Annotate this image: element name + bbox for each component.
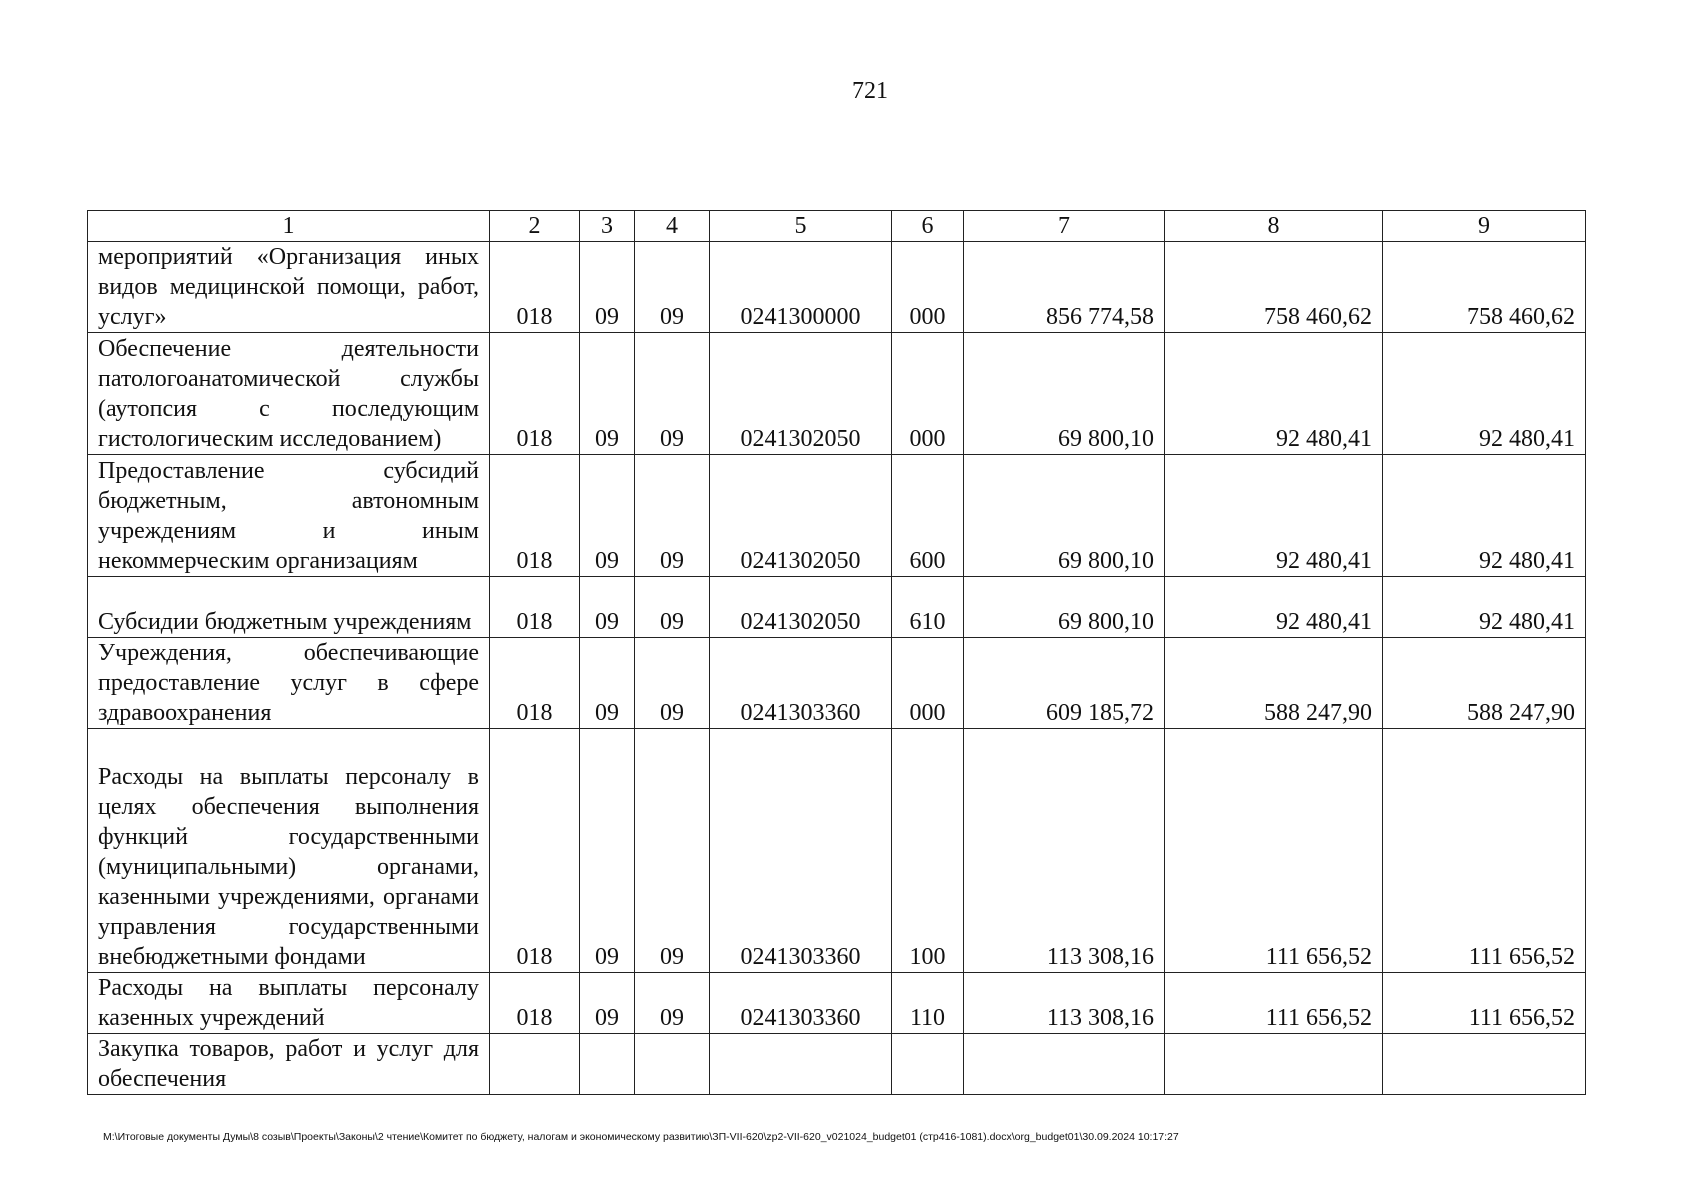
row-description: Учреждения, обеспечивающие предоставление услуг в сфере здравоохранения	[88, 638, 490, 729]
table-row	[88, 973, 1586, 1034]
table-row	[88, 455, 1586, 577]
cell-col6: 100	[892, 729, 964, 973]
cell-col9: 92 480,41	[1383, 333, 1586, 455]
page-number: 721	[852, 78, 888, 104]
cell-col5: 0241302050	[710, 577, 892, 638]
cell-col4	[635, 1034, 710, 1095]
cell-col2: 018	[490, 242, 580, 333]
column-header: 9	[1383, 211, 1586, 242]
cell-col5: 0241303360	[710, 638, 892, 729]
cell-col5: 0241302050	[710, 455, 892, 577]
cell-col8: 111 656,52	[1165, 729, 1383, 973]
cell-col3: 09	[580, 973, 635, 1034]
column-header: 4	[635, 211, 710, 242]
column-header: 5	[710, 211, 892, 242]
cell-col7: 113 308,16	[964, 729, 1165, 973]
cell-col4: 09	[635, 729, 710, 973]
cell-col7: 69 800,10	[964, 455, 1165, 577]
cell-col3: 09	[580, 242, 635, 333]
cell-col5: 0241300000	[710, 242, 892, 333]
cell-col2: 018	[490, 455, 580, 577]
row-description: Предоставление субсидий бюджетным, автономным учреждениям и иным некоммерческим организациям	[88, 455, 490, 577]
cell-col2	[490, 1034, 580, 1095]
cell-col6: 000	[892, 638, 964, 729]
row-description: Расходы на выплаты персоналу в целях обеспечения выполнения функций государственными (муниципальными) органами, казенными учреждениями, органами управления государственными внебюджетными фондами	[88, 729, 490, 973]
cell-col6: 110	[892, 973, 964, 1034]
cell-col2: 018	[490, 729, 580, 973]
cell-col9	[1383, 1034, 1586, 1095]
cell-col8: 758 460,62	[1165, 242, 1383, 333]
column-header: 6	[892, 211, 964, 242]
cell-col6: 610	[892, 577, 964, 638]
cell-col9: 111 656,52	[1383, 973, 1586, 1034]
table-row	[88, 638, 1586, 729]
cell-col3: 09	[580, 638, 635, 729]
cell-col9: 111 656,52	[1383, 729, 1586, 973]
cell-col3: 09	[580, 455, 635, 577]
row-description: Обеспечение деятельности патологоанатомической службы (аутопсия с последующим гистологическим исследованием)	[88, 333, 490, 455]
cell-col8: 588 247,90	[1165, 638, 1383, 729]
column-header: 1	[88, 211, 490, 242]
table-header-row	[88, 211, 1586, 242]
table-row	[88, 577, 1586, 638]
cell-col2: 018	[490, 333, 580, 455]
cell-col2: 018	[490, 973, 580, 1034]
table-row	[88, 729, 1586, 973]
cell-col4: 09	[635, 455, 710, 577]
column-header: 7	[964, 211, 1165, 242]
cell-col4: 09	[635, 242, 710, 333]
cell-col5: 0241303360	[710, 973, 892, 1034]
cell-col9: 92 480,41	[1383, 577, 1586, 638]
cell-col8: 92 480,41	[1165, 455, 1383, 577]
cell-col4: 09	[635, 577, 710, 638]
row-description: Закупка товаров, работ и услуг для обеспечения	[88, 1034, 490, 1095]
cell-col3: 09	[580, 729, 635, 973]
cell-col3: 09	[580, 577, 635, 638]
column-header: 2	[490, 211, 580, 242]
table-row	[88, 242, 1586, 333]
column-header: 8	[1165, 211, 1383, 242]
cell-col5	[710, 1034, 892, 1095]
cell-col8	[1165, 1034, 1383, 1095]
cell-col5: 0241302050	[710, 333, 892, 455]
cell-col5: 0241303360	[710, 729, 892, 973]
cell-col8: 111 656,52	[1165, 973, 1383, 1034]
cell-col7: 609 185,72	[964, 638, 1165, 729]
cell-col6: 600	[892, 455, 964, 577]
cell-col4: 09	[635, 973, 710, 1034]
cell-col3: 09	[580, 333, 635, 455]
cell-col7: 856 774,58	[964, 242, 1165, 333]
cell-col7	[964, 1034, 1165, 1095]
cell-col6: 000	[892, 333, 964, 455]
cell-col4: 09	[635, 638, 710, 729]
column-header: 3	[580, 211, 635, 242]
document-file-path: M:\Итоговые документы Думы\8 созыв\Проекты\Законы\2 чтение\Комитет по бюджету, налогам и экономическому развитию\ЗП-VII-620\zp2-VII-620_v021024_budget01 (стр416-1081).docx\org_budget01\30.09.2024 10:17:27	[103, 1131, 1179, 1143]
table-row	[88, 1034, 1586, 1095]
cell-col9: 758 460,62	[1383, 242, 1586, 333]
cell-col7: 69 800,10	[964, 577, 1165, 638]
cell-col9: 92 480,41	[1383, 455, 1586, 577]
cell-col8: 92 480,41	[1165, 577, 1383, 638]
row-description: Расходы на выплаты персоналу казенных учреждений	[88, 973, 490, 1034]
cell-col7: 69 800,10	[964, 333, 1165, 455]
cell-col6	[892, 1034, 964, 1095]
cell-col2: 018	[490, 638, 580, 729]
cell-col6: 000	[892, 242, 964, 333]
cell-col8: 92 480,41	[1165, 333, 1383, 455]
cell-col3	[580, 1034, 635, 1095]
row-description: мероприятий «Организация иных видов медицинской помощи, работ, услуг»	[88, 242, 490, 333]
cell-col4: 09	[635, 333, 710, 455]
table-row	[88, 333, 1586, 455]
budget-table	[87, 210, 1586, 1095]
cell-col9: 588 247,90	[1383, 638, 1586, 729]
cell-col2: 018	[490, 577, 580, 638]
row-description: Субсидии бюджетным учреждениям	[88, 577, 490, 638]
cell-col7: 113 308,16	[964, 973, 1165, 1034]
